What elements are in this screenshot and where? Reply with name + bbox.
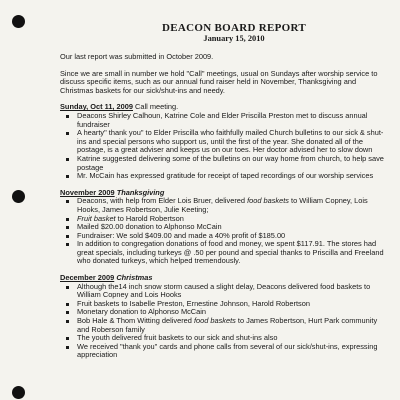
list-item: Deacons Shirley Calhoun, Katrine Cole and Elder Priscilla Preston met to discuss annual fundraiser <box>77 112 388 129</box>
section-heading-suffix: Call meeting. <box>133 102 179 112</box>
list-item: We received "thank you" cards and phone calls from several of our sick/shut-ins, expressing appreciation <box>77 343 388 360</box>
report-date: January 15, 2010 <box>203 34 265 43</box>
item-text: Deacons, with help from Elder Lois Bruer, delivered <box>77 196 248 206</box>
list-item <box>77 197 388 214</box>
list-item: Katrine suggested delivering some of the bulletins on our way home from church, to help save postage <box>77 155 388 172</box>
item-text: Bob Hale & Thom Witting delivered <box>77 316 194 326</box>
section-heading-date: Sunday, Oct 11, 2009 <box>60 102 133 112</box>
list-item: Fruit baskets to Isabelle Preston, Ernestine Johnson, Harold Robertson <box>77 300 388 309</box>
bullet-list <box>60 197 388 266</box>
item-text: to Harold Robertson <box>115 213 184 223</box>
item-text: to James Robertson, Hurt Park community and Roberson family <box>77 316 378 334</box>
list-item: Monetary donation to Alphonso McCain <box>77 308 388 317</box>
list-item: A hearty" thank you" to Elder Priscilla who faithfully mailed Church bulletins to our sick & shut-ins and special persons who support us, until the first of the year. She donated all of the postage, is a great adviser and keeps us on our toes. Her doctor advised her to slow down <box>77 129 388 155</box>
item-emphasis: food baskets <box>193 316 236 326</box>
section-nov-2009 <box>60 189 388 266</box>
list-item: Fundraiser: We sold $409.00 and made a 40% profit of $185.00 <box>77 232 388 241</box>
list-item: Mailed $20.00 donation to Alphonso McCain <box>77 223 388 232</box>
section-oct-2009 <box>60 103 388 180</box>
section-heading-theme: Christmas <box>116 273 153 283</box>
list-item: The youth delivered fruit baskets to our sick and shut-ins also <box>77 334 388 343</box>
section-dec-2009 <box>60 274 388 360</box>
binder-hole <box>12 386 25 399</box>
report-body <box>60 22 388 360</box>
section-heading-theme: Thanksgiving <box>116 187 165 197</box>
intro-paragraph: Since we are small in number we hold "Call" meetings, usual on Sundays after worship service to discuss specific items, such as our annual fund raiser held in November, Thanksgiving and Christmas baskets for our sick/shut-ins and needy. <box>60 68 378 95</box>
bullet-list <box>60 283 388 360</box>
item-emphasis: Fruit basket <box>77 213 116 223</box>
bullet-list <box>60 112 388 181</box>
section-heading-date: December 2009 <box>60 273 115 283</box>
binder-hole <box>12 190 25 203</box>
item-text: to William Copney, Lois Hooks, James Robertson, Julie Keeting; <box>77 196 368 214</box>
list-item: In addition to congregation donations of food and money, we spent $117.91. The stores had great specials, including turkeys @ .50 per pound and special thanks to Priscilla and Freeland who donated turkeys, which helped tremendously. <box>77 240 388 266</box>
item-emphasis: food baskets <box>247 196 289 206</box>
section-heading-date: November 2009 <box>60 187 115 197</box>
binder-hole <box>12 15 25 28</box>
report-title: DEACON BOARD REPORT <box>161 22 307 34</box>
list-item: Mr. McCain has expressed gratitude for receipt of taped recordings of our worship services <box>77 172 388 181</box>
list-item <box>77 317 388 334</box>
list-item: Although the14 inch snow storm caused a slight delay, Deacons delivered food baskets to William Copney and Lois Hooks <box>77 283 388 300</box>
intro-paragraph: Our last report was submitted in October 2009. <box>60 52 214 61</box>
